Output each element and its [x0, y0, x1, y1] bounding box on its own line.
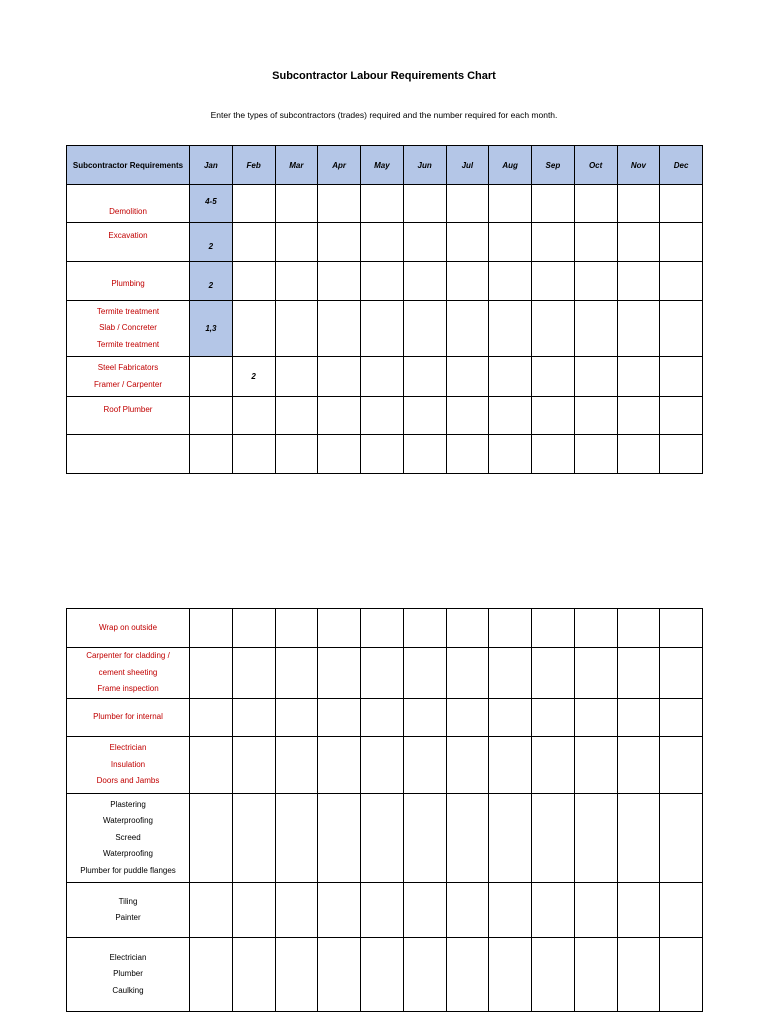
month-cell-may[interactable]: [361, 699, 404, 737]
month-cell-feb[interactable]: [232, 609, 275, 648]
row-label: Slab / Concreter: [99, 323, 157, 333]
month-cell-nov[interactable]: [617, 262, 660, 301]
month-cell-apr[interactable]: [318, 609, 361, 648]
row-label-cell: [67, 737, 190, 794]
month-cell-apr[interactable]: [318, 883, 361, 938]
month-cell-nov[interactable]: [617, 223, 660, 262]
page-subtitle: Enter the types of subcontractors (trades) required and the number required for each month.: [210, 110, 558, 120]
month-cell-dec[interactable]: [660, 737, 703, 794]
month-cell-mar[interactable]: [275, 938, 318, 1012]
month-cell-feb[interactable]: [232, 938, 275, 1012]
header-row: [67, 146, 703, 185]
row-label-cell: [67, 883, 190, 938]
row-label-cell: [67, 223, 190, 262]
month-cell-aug[interactable]: [489, 357, 532, 397]
month-cell-aug[interactable]: [489, 699, 532, 737]
month-cell-mar[interactable]: [275, 185, 318, 223]
month-cell-may[interactable]: [361, 794, 404, 883]
row-label: Termite treatment: [96, 339, 160, 349]
header-month-dec: Dec: [660, 146, 703, 185]
row-label: Steel Fabricators: [97, 363, 159, 372]
month-cell-aug[interactable]: [489, 185, 532, 223]
month-cell-jun[interactable]: [403, 938, 446, 1012]
month-cell-dec[interactable]: [660, 699, 703, 737]
row-label: Doors and Jambs: [96, 776, 160, 786]
month-cell-may[interactable]: [361, 737, 404, 794]
month-cell-apr[interactable]: [318, 699, 361, 737]
header-month-nov: Nov: [617, 146, 660, 185]
month-cell-may[interactable]: [361, 609, 404, 648]
row-label: Plumber: [113, 969, 143, 979]
month-cell-aug[interactable]: [489, 397, 532, 435]
header-month-jun: Jun: [403, 146, 446, 185]
month-cell-feb[interactable]: [232, 737, 275, 794]
row-label-cell: [67, 609, 190, 648]
month-cell-jun[interactable]: [403, 883, 446, 938]
month-cell-feb[interactable]: [232, 223, 275, 262]
month-cell-dec[interactable]: [660, 357, 703, 397]
month-cell-aug[interactable]: [489, 794, 532, 883]
month-cell-mar[interactable]: [275, 301, 318, 357]
month-cell-jun[interactable]: [403, 357, 446, 397]
row-label: Excavation: [108, 231, 148, 240]
header-month-jul: Jul: [446, 146, 489, 185]
row-label-cell: [67, 938, 190, 1012]
month-cell-sep[interactable]: [532, 737, 575, 794]
month-cell-dec[interactable]: [660, 301, 703, 357]
month-cell-oct[interactable]: [574, 609, 617, 648]
month-cell-dec[interactable]: [660, 794, 703, 883]
month-cell-mar[interactable]: [275, 794, 318, 883]
month-cell-jul[interactable]: [446, 262, 489, 301]
month-cell-may[interactable]: [361, 435, 404, 474]
header-month-mar: Mar: [275, 146, 318, 185]
row-label-cell: [67, 185, 190, 223]
month-cell-sep[interactable]: [532, 262, 575, 301]
month-cell-nov[interactable]: [617, 648, 660, 699]
month-cell-sep[interactable]: [532, 883, 575, 938]
month-cell-jun[interactable]: [403, 262, 446, 301]
table-row: [67, 699, 703, 737]
month-cell-nov[interactable]: [617, 737, 660, 794]
month-cell-feb[interactable]: [232, 648, 275, 699]
month-cell-aug[interactable]: [489, 301, 532, 357]
row-label-cell: [67, 794, 190, 883]
row-label: Carpenter for cladding /: [86, 651, 170, 661]
month-cell-sep[interactable]: [532, 223, 575, 262]
month-cell-sep[interactable]: [532, 938, 575, 1012]
row-label-cell: [67, 435, 190, 474]
month-cell-jun[interactable]: [403, 223, 446, 262]
month-cell-nov[interactable]: [617, 397, 660, 435]
month-cell-oct[interactable]: [574, 435, 617, 474]
month-cell-nov[interactable]: [617, 435, 660, 474]
month-cell-apr[interactable]: [318, 301, 361, 357]
requirements-table-2: [66, 608, 703, 1012]
header-month-sep: Sep: [532, 146, 575, 185]
month-cell-nov[interactable]: [617, 185, 660, 223]
month-cell-nov[interactable]: [617, 794, 660, 883]
month-cell-apr[interactable]: [318, 357, 361, 397]
table-row: [67, 185, 703, 223]
month-cell-dec[interactable]: [660, 397, 703, 435]
month-cell-aug[interactable]: [489, 435, 532, 474]
table-row: [67, 357, 703, 397]
month-cell-sep[interactable]: [532, 699, 575, 737]
month-cell-mar[interactable]: [275, 737, 318, 794]
month-cell-mar[interactable]: [275, 262, 318, 301]
page-title: Subcontractor Labour Requirements Chart: [272, 70, 496, 82]
header-month-oct: Oct: [574, 146, 617, 185]
header-month-feb: Feb: [232, 146, 275, 185]
month-cell-jul[interactable]: [446, 794, 489, 883]
row-label: Plastering: [110, 799, 146, 809]
month-cell-jan[interactable]: [190, 883, 233, 938]
month-cell-feb[interactable]: [232, 435, 275, 474]
month-cell-nov[interactable]: [617, 883, 660, 938]
month-cell-oct[interactable]: [574, 883, 617, 938]
row-label: Frame inspection: [97, 684, 159, 694]
header-month-jan: Jan: [190, 146, 233, 185]
row-label: Screed: [115, 832, 141, 842]
month-cell-jul[interactable]: [446, 883, 489, 938]
month-cell-mar[interactable]: [275, 435, 318, 474]
month-cell-dec[interactable]: [660, 609, 703, 648]
table-row: [67, 609, 703, 648]
month-cell-apr[interactable]: [318, 185, 361, 223]
header-month-may: May: [361, 146, 404, 185]
row-label: Painter: [115, 913, 141, 922]
month-cell-sep[interactable]: [532, 648, 575, 699]
month-cell-jul[interactable]: [446, 609, 489, 648]
month-cell-mar[interactable]: [275, 883, 318, 938]
row-label-cell: [67, 397, 190, 435]
table-row: [67, 223, 703, 262]
month-cell-apr[interactable]: [318, 262, 361, 301]
month-cell-dec[interactable]: [660, 262, 703, 301]
month-cell-apr[interactable]: [318, 737, 361, 794]
month-cell-feb[interactable]: [232, 883, 275, 938]
row-label-cell: [67, 648, 190, 699]
month-cell-mar[interactable]: [275, 699, 318, 737]
month-cell-jun[interactable]: [403, 397, 446, 435]
month-cell-jan[interactable]: [190, 435, 233, 474]
month-cell-nov[interactable]: [617, 938, 660, 1012]
month-cell-aug[interactable]: [489, 737, 532, 794]
month-cell-jan[interactable]: [190, 648, 233, 699]
month-cell-jul[interactable]: [446, 223, 489, 262]
month-cell-sep[interactable]: [532, 185, 575, 223]
month-cell-feb[interactable]: 2: [232, 357, 275, 397]
month-cell-sep[interactable]: [532, 435, 575, 474]
month-cell-jan[interactable]: [190, 938, 233, 1012]
month-cell-dec[interactable]: [660, 883, 703, 938]
table-row: [67, 938, 703, 1012]
month-cell-jan[interactable]: 4-5: [190, 185, 233, 223]
row-label-cell: [67, 301, 190, 357]
table-row: [67, 794, 703, 883]
row-label: Tiling: [118, 896, 138, 906]
month-cell-jun[interactable]: [403, 737, 446, 794]
row-label: Insulation: [110, 759, 146, 769]
month-cell-aug[interactable]: [489, 883, 532, 938]
header-month-aug: Aug: [489, 146, 532, 185]
month-cell-nov[interactable]: [617, 301, 660, 357]
month-cell-jan[interactable]: [190, 609, 233, 648]
row-label: Plumber for puddle flanges: [80, 865, 176, 875]
month-cell-oct[interactable]: [574, 794, 617, 883]
row-label-cell: [67, 262, 190, 301]
month-cell-oct[interactable]: [574, 301, 617, 357]
month-cell-oct[interactable]: [574, 185, 617, 223]
row-label: Wrap on outside: [98, 622, 158, 632]
month-cell-sep[interactable]: [532, 397, 575, 435]
month-cell-aug[interactable]: [489, 223, 532, 262]
month-cell-dec[interactable]: [660, 435, 703, 474]
month-cell-oct[interactable]: [574, 357, 617, 397]
month-cell-jun[interactable]: [403, 648, 446, 699]
row-label-cell: [67, 699, 190, 737]
month-cell-oct[interactable]: [574, 397, 617, 435]
month-cell-may[interactable]: [361, 648, 404, 699]
month-cell-apr[interactable]: [318, 648, 361, 699]
month-cell-mar[interactable]: [275, 357, 318, 397]
month-cell-jun[interactable]: [403, 794, 446, 883]
month-cell-jan[interactable]: [190, 737, 233, 794]
month-cell-apr[interactable]: [318, 938, 361, 1012]
month-cell-jul[interactable]: [446, 185, 489, 223]
row-label-cell: [67, 357, 190, 397]
month-cell-jul[interactable]: [446, 648, 489, 699]
month-cell-jan[interactable]: [190, 794, 233, 883]
table-row: [67, 435, 703, 474]
month-cell-may[interactable]: [361, 301, 404, 357]
table-row: [67, 301, 703, 357]
month-cell-sep[interactable]: [532, 794, 575, 883]
month-cell-apr[interactable]: [318, 397, 361, 435]
row-label: Framer / Carpenter: [93, 379, 163, 389]
month-cell-jan[interactable]: [190, 699, 233, 737]
row-label: Waterproofing: [103, 849, 153, 859]
row-label: Caulking: [112, 985, 144, 995]
month-cell-jul[interactable]: [446, 435, 489, 474]
requirements-table-1: [66, 145, 703, 474]
table-row: [67, 397, 703, 435]
month-cell-sep[interactable]: [532, 301, 575, 357]
month-cell-oct[interactable]: [574, 938, 617, 1012]
month-cell-jan[interactable]: 2: [190, 223, 233, 262]
row-label: Plumber for internal: [93, 712, 163, 722]
month-cell-may[interactable]: [361, 883, 404, 938]
month-cell-may[interactable]: [361, 938, 404, 1012]
table-row: [67, 883, 703, 938]
row-label: Plumbing: [111, 279, 145, 288]
row-label: Electrician: [109, 743, 147, 753]
month-cell-nov[interactable]: [617, 357, 660, 397]
month-cell-oct[interactable]: [574, 648, 617, 699]
table-row: [67, 737, 703, 794]
month-cell-oct[interactable]: [574, 223, 617, 262]
header-requirements: Subcontractor Requirements: [67, 146, 190, 185]
month-cell-jun[interactable]: [403, 609, 446, 648]
month-cell-dec[interactable]: [660, 185, 703, 223]
row-label: Demolition: [109, 206, 147, 216]
month-cell-sep[interactable]: [532, 357, 575, 397]
month-cell-feb[interactable]: [232, 301, 275, 357]
month-cell-apr[interactable]: [318, 794, 361, 883]
month-cell-may[interactable]: [361, 397, 404, 435]
row-label: Waterproofing: [103, 816, 153, 826]
month-cell-jan[interactable]: [190, 357, 233, 397]
month-cell-feb[interactable]: [232, 397, 275, 435]
row-label: Termite treatment: [96, 306, 160, 316]
month-cell-jan[interactable]: 2: [190, 262, 233, 301]
month-cell-aug[interactable]: [489, 648, 532, 699]
month-cell-feb[interactable]: [232, 262, 275, 301]
month-cell-jul[interactable]: [446, 357, 489, 397]
month-cell-jun[interactable]: [403, 301, 446, 357]
month-cell-jun[interactable]: [403, 435, 446, 474]
month-cell-nov[interactable]: [617, 609, 660, 648]
month-cell-aug[interactable]: [489, 938, 532, 1012]
month-cell-jul[interactable]: [446, 938, 489, 1012]
month-cell-oct[interactable]: [574, 262, 617, 301]
month-cell-jan[interactable]: [190, 397, 233, 435]
month-cell-dec[interactable]: [660, 223, 703, 262]
month-cell-jul[interactable]: [446, 301, 489, 357]
month-cell-jul[interactable]: [446, 397, 489, 435]
table-row: [67, 262, 703, 301]
row-label: Roof Plumber: [103, 405, 153, 414]
month-cell-jun[interactable]: [403, 699, 446, 737]
month-cell-feb[interactable]: [232, 794, 275, 883]
month-cell-aug[interactable]: [489, 609, 532, 648]
month-cell-mar[interactable]: [275, 223, 318, 262]
month-cell-dec[interactable]: [660, 938, 703, 1012]
row-label: Electrician: [109, 952, 147, 962]
month-cell-mar[interactable]: [275, 609, 318, 648]
table-row: [67, 648, 703, 699]
month-cell-oct[interactable]: [574, 699, 617, 737]
month-cell-aug[interactable]: [489, 262, 532, 301]
month-cell-feb[interactable]: [232, 699, 275, 737]
month-cell-apr[interactable]: [318, 223, 361, 262]
month-cell-jun[interactable]: [403, 185, 446, 223]
month-cell-may[interactable]: [361, 357, 404, 397]
month-cell-apr[interactable]: [318, 435, 361, 474]
month-cell-may[interactable]: [361, 223, 404, 262]
month-cell-dec[interactable]: [660, 648, 703, 699]
month-cell-may[interactable]: [361, 262, 404, 301]
header-month-apr: Apr: [318, 146, 361, 185]
month-cell-jul[interactable]: [446, 699, 489, 737]
month-cell-jan[interactable]: 1,3: [190, 301, 233, 357]
month-cell-mar[interactable]: [275, 397, 318, 435]
month-cell-nov[interactable]: [617, 699, 660, 737]
month-cell-oct[interactable]: [574, 737, 617, 794]
month-cell-may[interactable]: [361, 185, 404, 223]
month-cell-sep[interactable]: [532, 609, 575, 648]
month-cell-mar[interactable]: [275, 648, 318, 699]
month-cell-feb[interactable]: [232, 185, 275, 223]
month-cell-jul[interactable]: [446, 737, 489, 794]
row-label: cement sheeting: [98, 667, 158, 677]
